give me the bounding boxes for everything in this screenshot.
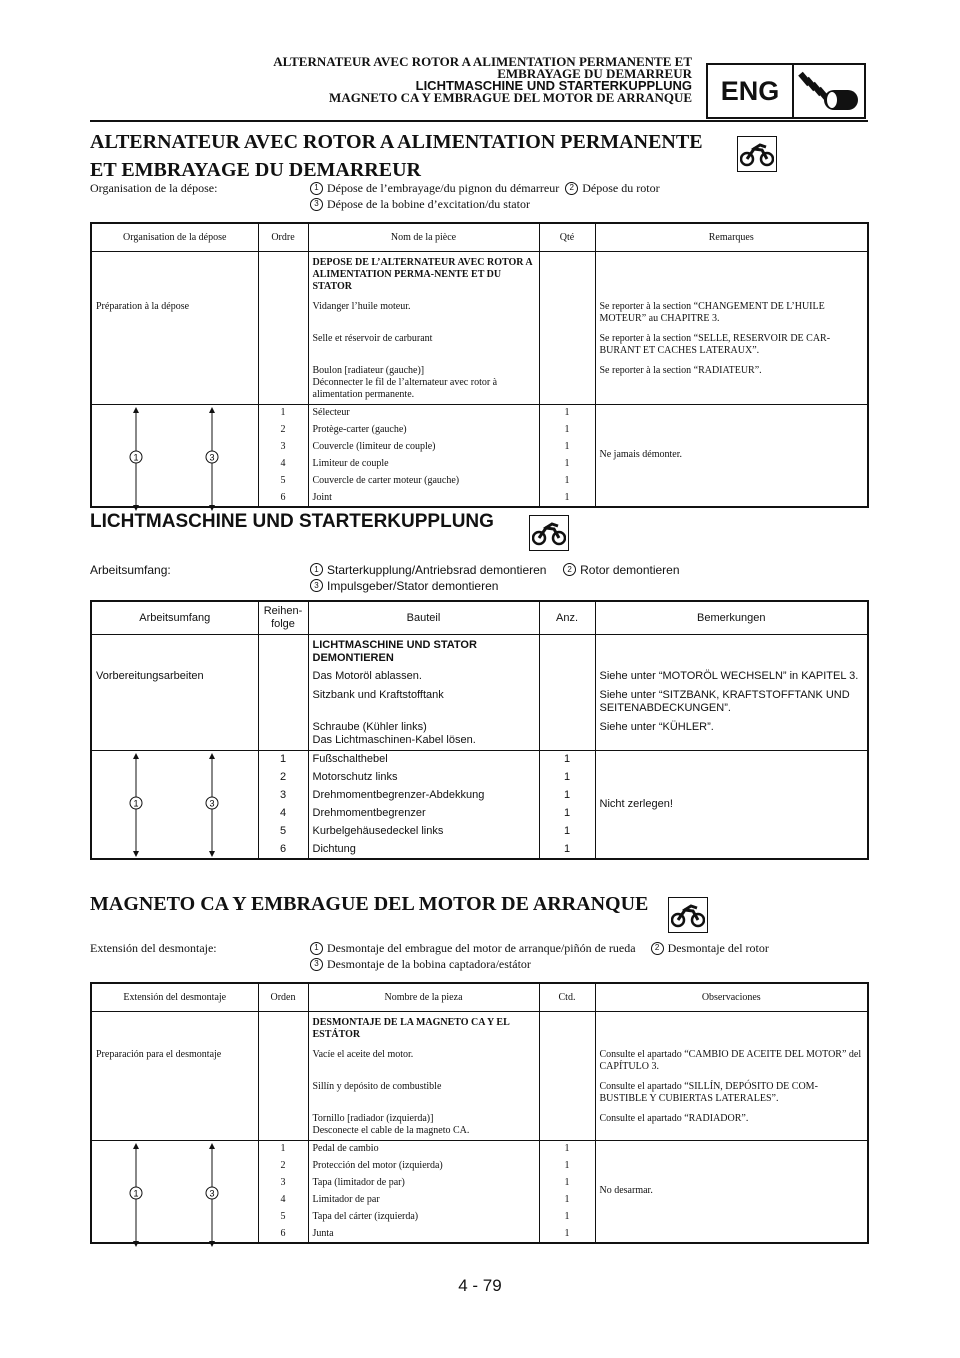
prep-remark: Consulte el apartado “RADIADOR”. — [595, 1107, 868, 1141]
prep-label: Preparación para el desmontaje — [91, 1043, 258, 1075]
fr-org-item-2: Dépose du rotor — [582, 181, 660, 195]
de-parts-table — [90, 600, 869, 860]
de-org-label: Arbeitsumfang: — [90, 563, 171, 577]
marker-2-icon: 2 — [563, 563, 576, 576]
prep-name: Selle et réservoir de carburant — [308, 327, 539, 359]
marker-3-icon: 3 — [310, 198, 323, 211]
part-qty: 1 — [539, 841, 595, 859]
prep-name: Boulon [radiateur (gauche)] Déconnecter le fil de l’alternateur avec rotor à alimentation permanente. — [308, 359, 539, 405]
part-qty: 1 — [539, 1141, 595, 1158]
prep-title: DESMONTAJE DE LA MAGNETO CA Y EL ESTÁTOR — [308, 1012, 539, 1044]
part-order: 6 — [258, 841, 308, 859]
part-qty: 1 — [539, 1192, 595, 1209]
es-org-item-3: Desmontaje de la bobina captadora/estátor — [327, 957, 531, 971]
part-order: 5 — [258, 823, 308, 841]
marker-1-icon: 1 — [133, 1188, 139, 1199]
de-work-scope — [90, 562, 870, 596]
prep-title: DEPOSE DE L’ALTERNATEUR AVEC ROTOR A ALIMENTATION PERMA-NENTE ET DU STATOR — [308, 252, 539, 296]
disassembly-arrows — [91, 751, 258, 859]
header-line-1: ALTERNATEUR AVEC ROTOR A ALIMENTATION PERMANENTE ET — [273, 54, 692, 69]
header-line-2: EMBRAYAGE DU DEMARREUR — [497, 66, 692, 81]
col-header: Bemerkungen — [595, 601, 868, 635]
engine-spring-icon — [794, 65, 864, 117]
table-row — [91, 1107, 868, 1141]
part-qty: 1 — [539, 456, 595, 473]
col-header: Reihen- folge — [258, 601, 308, 635]
col-header: Observaciones — [595, 983, 868, 1012]
col-header: Ctd. — [539, 983, 595, 1012]
col-header: Qté — [539, 223, 595, 252]
table-header-row — [91, 223, 868, 252]
prep-remark: Consulte el apartado “SILLÍN, DEPÓSITO DE COM-BUSTIBLE Y CUBIERTAS LATERALES”. — [595, 1075, 868, 1107]
part-name: Junta — [308, 1226, 539, 1243]
es-org-label: Extensión del desmontaje: — [90, 941, 217, 955]
es-org-item-2: Desmontaje del rotor — [667, 941, 769, 955]
part-qty: 1 — [539, 751, 595, 769]
part-qty: 1 — [539, 805, 595, 823]
fr-title-line-1: ALTERNATEUR AVEC ROTOR A ALIMENTATION PERMANENTE — [90, 131, 703, 153]
de-org-item-3: Impulsgeber/Stator demontieren — [327, 579, 499, 593]
table-row — [91, 359, 868, 405]
part-qty: 1 — [539, 490, 595, 507]
fr-title-line-2: ET EMBRAYAGE DU DEMARREUR — [90, 159, 421, 181]
part-name: Drehmomentbegrenzer-Abdekkung — [308, 787, 539, 805]
part-name: Tapa (limitador de par) — [308, 1175, 539, 1192]
fr-parts-table — [90, 222, 869, 508]
col-header: Bauteil — [308, 601, 539, 635]
part-name: Couvercle (limiteur de couple) — [308, 439, 539, 456]
col-header: Nombre de la pieza — [308, 983, 539, 1012]
fr-disassembly-organisation — [90, 180, 870, 214]
part-qty: 1 — [539, 769, 595, 787]
motorcycle-icon — [737, 136, 777, 172]
fr-org-item-3: Dépose de la bobine d’excitation/du stator — [327, 197, 530, 211]
marker-1-icon: 1 — [310, 942, 323, 955]
marker-3-icon: 3 — [310, 958, 323, 971]
prep-remark: Siehe unter “SITZBANK, KRAFTSTOFFTANK UND SEITENABDECKUNGEN”. — [595, 685, 868, 717]
marker-1-icon: 1 — [310, 182, 323, 195]
part-order: 4 — [258, 1192, 308, 1209]
de-section-title — [90, 510, 870, 534]
parts-remark: No desarmar. — [595, 1141, 868, 1243]
part-qty: 1 — [539, 422, 595, 439]
part-order: 6 — [258, 1226, 308, 1243]
col-header: Remarques — [595, 223, 868, 252]
table-header-row — [91, 983, 868, 1012]
de-org-item-1: Starterkupplung/Antriebsrad demontieren — [327, 563, 547, 577]
part-name: Joint — [308, 490, 539, 507]
prep-remark: Se reporter à la section “RADIATEUR”. — [595, 359, 868, 405]
prep-name: Sitzbank und Kraftstofftank — [308, 685, 539, 717]
part-qty: 1 — [539, 405, 595, 422]
table-row — [91, 405, 868, 422]
part-name: Motorschutz links — [308, 769, 539, 787]
table-row — [91, 252, 868, 296]
header-rule — [90, 120, 868, 122]
part-qty: 1 — [539, 473, 595, 490]
prep-name: Sillín y depósito de combustible — [308, 1075, 539, 1107]
part-order: 1 — [258, 405, 308, 422]
part-order: 2 — [258, 1158, 308, 1175]
prep-remark: Se reporter à la section “CHANGEMENT DE L’HUILE MOTEUR” au CHAPITRE 3. — [595, 295, 868, 327]
page-number: 4 - 79 — [458, 1276, 502, 1295]
parts-remark: Ne jamais démonter. — [595, 405, 868, 507]
prep-remark: Siehe unter “MOTORÖL WECHSELN” in KAPITEL 3. — [595, 667, 868, 685]
col-header: Organisation de la dépose — [91, 223, 258, 252]
marker-1-icon: 1 — [310, 563, 323, 576]
eng-label: ENG — [708, 65, 794, 117]
table-row — [91, 295, 868, 327]
table-row — [91, 1012, 868, 1044]
part-name: Limiteur de couple — [308, 456, 539, 473]
marker-3-icon: 3 — [209, 452, 215, 463]
de-title: LICHTMASCHINE UND STARTERKUPPLUNG — [90, 511, 494, 532]
part-qty: 1 — [539, 1175, 595, 1192]
table-row — [91, 685, 868, 717]
part-name: Protège-carter (gauche) — [308, 422, 539, 439]
part-order: 1 — [258, 1141, 308, 1158]
col-header: Anz. — [539, 601, 595, 635]
prep-name: Vacíe el aceite del motor. — [308, 1043, 539, 1075]
table-row — [91, 327, 868, 359]
part-order: 3 — [258, 787, 308, 805]
part-qty: 1 — [539, 1209, 595, 1226]
col-header: Extensión del desmontaje — [91, 983, 258, 1012]
part-qty: 1 — [539, 1226, 595, 1243]
prep-remark: Siehe unter “KÜHLER”. — [595, 717, 868, 751]
de-org-item-2: Rotor demontieren — [580, 563, 680, 577]
table-row — [91, 667, 868, 685]
prep-label: Préparation à la dépose — [91, 295, 258, 327]
table-row — [91, 751, 868, 769]
part-order: 3 — [258, 439, 308, 456]
part-name: Sélecteur — [308, 405, 539, 422]
marker-3-icon: 3 — [209, 1188, 215, 1199]
part-order: 2 — [258, 422, 308, 439]
prep-label: Vorbereitungsarbeiten — [91, 667, 258, 685]
es-disassembly-scope — [90, 940, 870, 974]
part-order: 4 — [258, 456, 308, 473]
eng-badge — [706, 63, 866, 119]
part-qty: 1 — [539, 787, 595, 805]
part-name: Fußschalthebel — [308, 751, 539, 769]
es-org-item-1: Desmontaje del embrague del motor de arranque/piñón de rueda — [327, 941, 636, 955]
part-order: 1 — [258, 751, 308, 769]
col-header: Orden — [258, 983, 308, 1012]
part-qty: 1 — [539, 1158, 595, 1175]
part-name: Tapa del cárter (izquierda) — [308, 1209, 539, 1226]
part-name: Kurbelgehäusedeckel links — [308, 823, 539, 841]
running-header — [273, 56, 692, 104]
part-order: 4 — [258, 805, 308, 823]
part-order: 6 — [258, 490, 308, 507]
es-parts-table — [90, 982, 869, 1244]
prep-name: Das Motoröl ablassen. — [308, 667, 539, 685]
prep-name: Vidanger l’huile moteur. — [308, 295, 539, 327]
part-order: 2 — [258, 769, 308, 787]
prep-remark: Se reporter à la section “SELLE, RESERVOIR DE CAR-BURANT ET CACHES LATERAUX”. — [595, 327, 868, 359]
table-row — [91, 635, 868, 668]
marker-2-icon: 2 — [565, 182, 578, 195]
part-qty: 1 — [539, 823, 595, 841]
marker-3-icon: 3 — [310, 579, 323, 592]
prep-remark: Consulte el apartado “CAMBIO DE ACEITE DEL MOTOR” del CAPÍTULO 3. — [595, 1043, 868, 1075]
marker-2-icon: 2 — [651, 942, 664, 955]
prep-name: Schraube (Kühler links) Das Lichtmaschinen-Kabel lösen. — [308, 717, 539, 751]
col-header: Nom de la pièce — [308, 223, 539, 252]
marker-1-icon: 1 — [133, 798, 139, 809]
table-row — [91, 1141, 868, 1158]
prep-title: LICHTMASCHINE UND STATOR DEMONTIEREN — [308, 635, 539, 668]
part-order: 5 — [258, 1209, 308, 1226]
part-order: 5 — [258, 473, 308, 490]
col-header: Arbeitsumfang — [91, 601, 258, 635]
fr-org-item-1: Dépose de l’embrayage/du pignon du démarreur — [327, 181, 560, 195]
marker-3-icon: 3 — [209, 798, 215, 809]
part-name: Dichtung — [308, 841, 539, 859]
disassembly-arrows — [91, 1141, 258, 1243]
fr-org-label: Organisation de la dépose: — [90, 181, 218, 195]
table-row — [91, 1043, 868, 1075]
part-name: Protección del motor (izquierda) — [308, 1158, 539, 1175]
marker-1-icon: 1 — [133, 452, 139, 463]
header-line-3: LICHTMASCHINE UND STARTERKUPPLUNG — [415, 78, 692, 93]
table-row — [91, 1075, 868, 1107]
prep-name: Tornillo [radiador (izquierda)] Desconecte el cable de la magneto CA. — [308, 1107, 539, 1141]
motorcycle-icon — [668, 897, 708, 933]
disassembly-arrows — [91, 405, 258, 507]
table-header-row — [91, 601, 868, 635]
motorcycle-icon — [529, 515, 569, 551]
header-line-4: MAGNETO CA Y EMBRAGUE DEL MOTOR DE ARRANQUE — [329, 90, 692, 105]
part-name: Limitador de par — [308, 1192, 539, 1209]
parts-remark: Nicht zerlegen! — [595, 751, 868, 859]
table-row — [91, 717, 868, 751]
part-order: 3 — [258, 1175, 308, 1192]
part-name: Couvercle de carter moteur (gauche) — [308, 473, 539, 490]
part-name: Drehmomentbegrenzer — [308, 805, 539, 823]
es-title: MAGNETO CA Y EMBRAGUE DEL MOTOR DE ARRANQUE — [90, 893, 649, 915]
part-qty: 1 — [539, 439, 595, 456]
part-name: Pedal de cambio — [308, 1141, 539, 1158]
col-header: Ordre — [258, 223, 308, 252]
es-section-title — [90, 890, 870, 918]
